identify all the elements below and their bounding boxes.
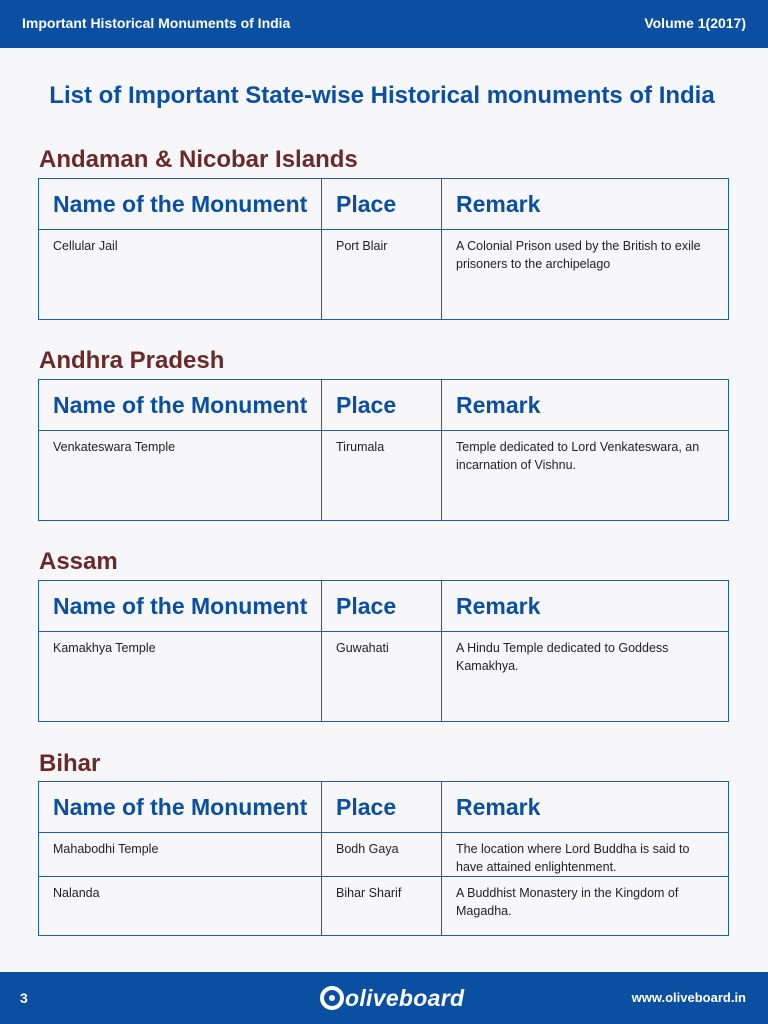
table-row — [39, 632, 729, 722]
cell-monument-name: Venkateswara Temple — [39, 431, 322, 521]
table-header-row — [39, 380, 729, 431]
column-header-place: Place — [322, 581, 442, 632]
column-header-remark: Remark — [442, 380, 729, 431]
cell-monument-name: Mahabodhi Temple — [39, 833, 322, 877]
column-header-name: Name of the Monument — [39, 782, 322, 833]
header-volume: Volume 1(2017) — [644, 15, 746, 31]
column-header-place: Place — [322, 179, 442, 230]
column-header-name: Name of the Monument — [39, 380, 322, 431]
cell-monument-name: Nalanda — [39, 877, 322, 936]
cell-place: Tirumala — [322, 431, 442, 521]
cell-remark: A Buddhist Monastery in the Kingdom of Magadha. — [442, 877, 729, 936]
header-bar — [0, 0, 768, 48]
cell-place: Bihar Sharif — [322, 877, 442, 936]
column-header-remark: Remark — [442, 782, 729, 833]
section-title-andhra-pradesh: Andhra Pradesh — [39, 347, 225, 374]
monument-table-bihar — [38, 781, 729, 936]
monument-table-andhra-pradesh — [38, 379, 729, 521]
cell-remark: Temple dedicated to Lord Venkateswara, an incarnation of Vishnu. — [442, 431, 729, 521]
cell-remark: A Hindu Temple dedicated to Goddess Kamakhya. — [442, 632, 729, 722]
column-header-name: Name of the Monument — [39, 581, 322, 632]
table-row — [39, 431, 729, 521]
footer-bar — [0, 972, 768, 1024]
monument-table-andaman — [38, 178, 729, 320]
monument-table-assam — [38, 580, 729, 722]
table-header-row — [39, 581, 729, 632]
column-header-place: Place — [322, 782, 442, 833]
header-title: Important Historical Monuments of India — [22, 15, 291, 31]
column-header-place: Place — [322, 380, 442, 431]
page-title: List of Important State-wise Historical monuments of India — [49, 82, 715, 109]
cell-remark: A Colonial Prison used by the British to exile prisoners to the archipelago — [442, 230, 729, 320]
cell-monument-name: Cellular Jail — [39, 230, 322, 320]
cell-place: Guwahati — [322, 632, 442, 722]
cell-monument-name: Kamakhya Temple — [39, 632, 322, 722]
column-header-name: Name of the Monument — [39, 179, 322, 230]
table-row — [39, 877, 729, 936]
column-header-remark: Remark — [442, 581, 729, 632]
section-title-bihar: Bihar — [39, 750, 101, 777]
oliveboard-logo — [320, 984, 464, 1012]
section-title-andaman: Andaman & Nicobar Islands — [39, 146, 358, 173]
cell-remark: The location where Lord Buddha is said to have attained enlightenment. — [442, 833, 729, 877]
page-number: 3 — [20, 990, 28, 1006]
section-title-assam: Assam — [39, 548, 118, 575]
cell-place: Bodh Gaya — [322, 833, 442, 877]
table-row — [39, 230, 729, 320]
table-header-row — [39, 782, 729, 833]
table-header-row — [39, 179, 729, 230]
website-link[interactable]: www.oliveboard.in — [631, 990, 746, 1005]
column-header-remark: Remark — [442, 179, 729, 230]
table-row — [39, 833, 729, 877]
logo-text: oliveboard — [345, 984, 465, 1011]
oliveboard-logo-icon — [320, 986, 344, 1010]
cell-place: Port Blair — [322, 230, 442, 320]
